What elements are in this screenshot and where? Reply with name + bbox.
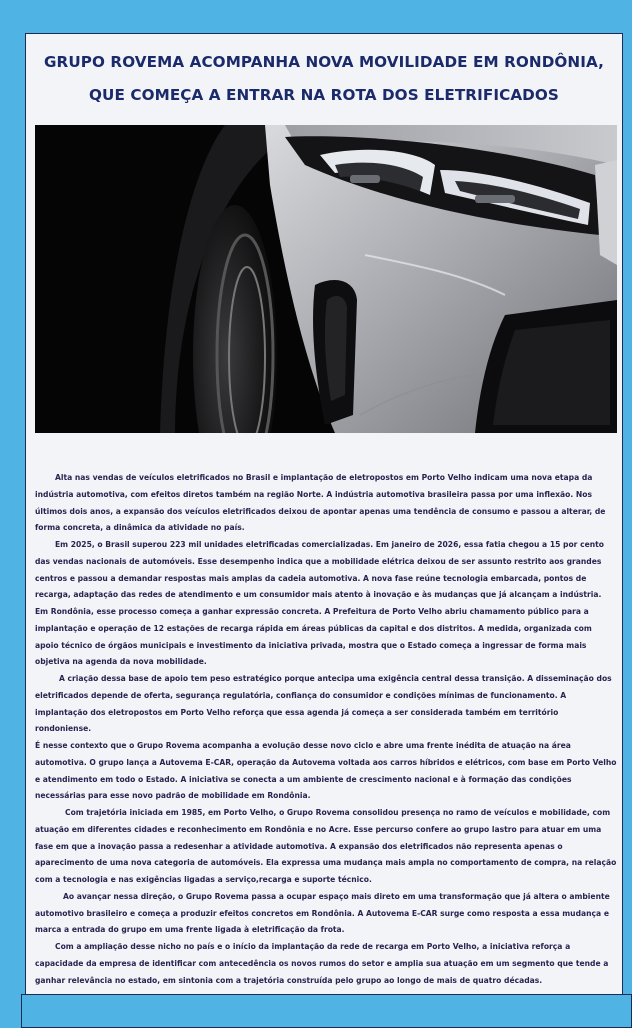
article-body — [35, 470, 617, 989]
article-panel — [25, 33, 623, 995]
paragraph-4: A criação dessa base de apoio tem peso estratégico porque antecipa uma exigência central dessa transição. A disseminação dos eletrificados depende de oferta, segurança regulatória, confiança do consumidor e condições mínimas de funcionamento. A implantação dos eletropostos em Porto Velho reforça que essa agenda já começa a ser considerada também em território rondoniense. — [35, 674, 612, 734]
headline-line-1: GRUPO ROVEMA ACOMPANHA NOVA MOVILIDADE EM RONDÔNIA, — [43, 53, 604, 71]
paragraph-8: Com a ampliação desse nicho no país e o início da implantação da rede de recarga em Porto Velho, a iniciativa reforça a capacidade da empresa de identificar com antecedência os novos rumos do setor e amplia sua atuação em um segmento que tende a ganhar relevância no estado, em sintonia com a trajetória construída pelo grupo ao longo de mais de quatro décadas. — [35, 942, 609, 985]
paragraph-3: Em Rondônia, esse processo começa a ganhar expressão concreta. A Prefeitura de Porto Velho abriu chamamento público para a implantação e operação de 12 estações de recarga rápida em áreas públicas da capital e dos distritos. A medida, organizada com apoio técnico de órgãos municipais e investimento da iniciativa privada, mostra que o Estado começa a ingressar de forma mais objetiva na agenda da nova mobilidade. — [35, 607, 592, 667]
footer-bar — [21, 994, 632, 1028]
headline — [26, 34, 622, 112]
paragraph-7: Ao avançar nessa direção, o Grupo Rovema passa a ocupar espaço mais direto em uma transformação que já altera o ambiente automotivo brasileiro e começa a produzir efeitos concretos em Rondônia. A Autovema E-CAR surge como resposta a essa mudança e marca a entrada do grupo em uma frente ligada à eletrificação da frota. — [35, 891, 610, 935]
paragraph-1: Alta nas vendas de veículos eletrificados no Brasil e implantação de eletropostos em Porto Velho indicam uma nova etapa da indústria automotiva, com efeitos diretos também na região Norte. A indústria automotiva brasileira passa por uma inflexão. Nos últimos dois anos, a expansão dos veículos eletrificados deixou de apontar apenas uma tendência de consumo e passou a alterar, de forma concreta, a dinâmica da atividade no país. — [35, 473, 606, 533]
headline-line-2: QUE COMEÇA A ENTRAR NA ROTA DOS ELETRIFICADOS — [89, 86, 559, 104]
paragraph-5: É nesse contexto que o Grupo Rovema acompanha a evolução desse novo ciclo e abre uma frente inédita de atuação na área automotiva. O grupo lança a Autovema E-CAR, operação da Autovema voltada aos carros híbridos e elétricos, com base em Porto Velho e atendimento em todo o Estado. A iniciativa se conecta a um ambiente de crescimento nacional e à formação das condições necessárias para esse novo padrão de mobilidade em Rondônia. — [35, 741, 617, 801]
car-headlight-photo — [35, 125, 617, 433]
paragraph-6: Com trajetória iniciada em 1985, em Porto Velho, o Grupo Rovema consolidou presença no ramo de veículos e mobilidade, com atuação em diferentes cidades e reconhecimento em Rondônia e no Acre. Esse percurso confere ao grupo lastro para atuar em uma fase em que a inovação passa a redesenhar a atividade automotiva. A expansão dos eletrificados não representa apenas o aparecimento de uma nova categoria de automóveis. Ela expressa uma mudança mais ampla no comportamento de compra, na relação com a tecnologia e nas exigências ligadas a serviço,recarga e suporte técnico. — [35, 808, 617, 884]
paragraph-2: Em 2025, o Brasil superou 223 mil unidades eletrificadas comercializadas. Em janeiro de 2026, essa fatia chegou a 15 por cento das vendas nacionais de automóveis. Esse desempenho indica que a mobilidade elétrica deixou de ser assunto restrito aos grandes centros e passou a demandar respostas mais amplas da cadeia automotiva. A nova fase reúne tecnologia embarcada, pontos de recarga, adaptação das redes de atendimento e um consumidor mais atento à inovação e às mudanças que já alcançam a indústria. — [35, 540, 604, 600]
